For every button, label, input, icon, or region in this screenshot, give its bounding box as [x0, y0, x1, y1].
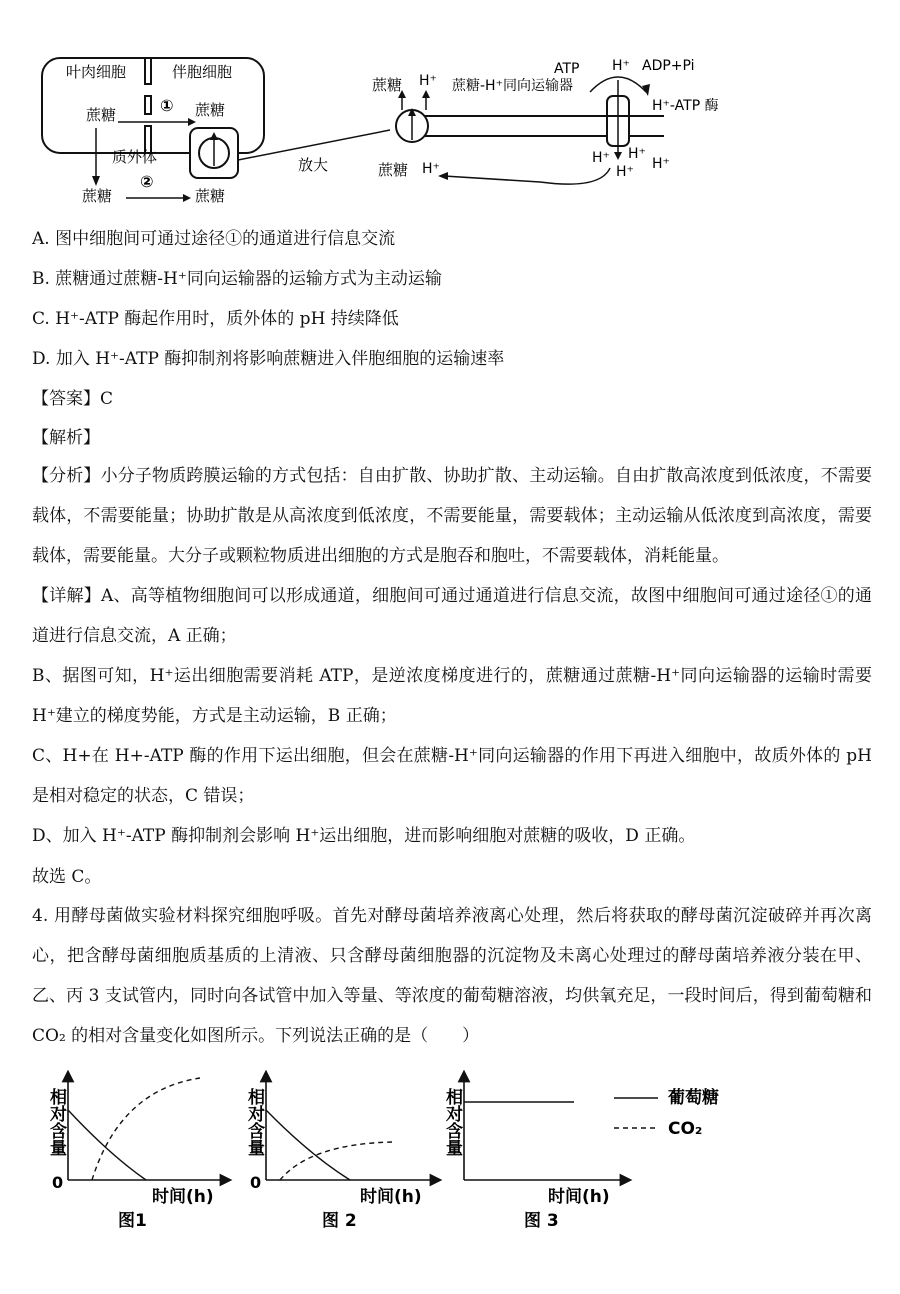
label-sucrose-lower: 蔗糖 [378, 161, 409, 179]
conclusion: 故选 C。 [32, 867, 102, 887]
label-sucrose-bottom-left: 蔗糖 [82, 187, 113, 205]
legend-glucose: 葡萄糖 [668, 1088, 719, 1108]
plasmodesma-bar [145, 58, 151, 84]
detail-a: 【详解】A、高等植物细胞间可以形成通道，细胞间可通过通道进行信息交流，故图中细胞间可通过途径①的通道进行信息交流，A 正确； [32, 586, 872, 646]
option-a: A. 图中细胞间可通过途径①的通道进行信息交流 [32, 229, 396, 249]
label-h-out-4: H⁺ [616, 164, 634, 180]
xlabel-fig2: 时间(h) [360, 1187, 422, 1207]
xlabel-fig1: 时间(h) [152, 1187, 214, 1207]
label-h-atp: H⁺ [612, 58, 630, 74]
co2-line-fig2 [280, 1142, 392, 1180]
ylabel-fig3: 相对含量 [442, 1088, 462, 1156]
label-path1: ① [160, 96, 174, 115]
label-sucrose-right: 蔗糖 [195, 101, 226, 119]
caption-fig3: 图 3 [524, 1211, 559, 1231]
label-h-out-3: H⁺ [652, 156, 670, 172]
figures [0, 1070, 900, 1260]
label-sucrose-top: 蔗糖 [372, 76, 403, 94]
label-h-lower: H⁺ [422, 161, 440, 177]
label-adp: ADP+Pi [642, 58, 695, 74]
label-h-atpase: H⁺-ATP 酶 [652, 98, 719, 114]
return-arrow [444, 168, 610, 184]
label-enlarge: 放大 [298, 156, 329, 174]
label-path2: ② [140, 172, 154, 191]
detail-b: B、据图可知，H⁺运出细胞需要消耗 ATP，是逆浓度梯度进行的，蔗糖通过蔗糖-H⁺同向运输器的运输时需要 H⁺建立的梯度势能，方式是主动运输，B 正确； [32, 666, 872, 726]
co2-line-fig1 [92, 1078, 200, 1180]
label-h-out-1: H⁺ [592, 150, 610, 166]
label-apoplast: 质外体 [112, 148, 158, 166]
origin-fig2: 0 [250, 1173, 262, 1192]
legend-co2: CO₂ [668, 1119, 703, 1139]
label-companion: 伴胞细胞 [172, 63, 233, 81]
ylabel-fig2: 相对含量 [244, 1088, 264, 1156]
xlabel-fig3: 时间(h) [548, 1187, 610, 1207]
chart-fig1 [46, 1076, 226, 1231]
glucose-line-fig2 [266, 1110, 350, 1180]
caption-fig1: 图1 [118, 1211, 147, 1231]
label-mesophyll: 叶肉细胞 [66, 63, 127, 81]
plasmodesma-bar [145, 96, 151, 114]
label-h-out-2: H⁺ [628, 146, 646, 162]
question-4-stem: 4. 用酵母菌做实验材料探究细胞呼吸。首先对酵母菌培养液离心处理，然后将获取的酵母菌沉淀破碎并再次离心，把含酵母菌细胞质基质的上清液、只含酵母菌细胞器的沉淀物及未离心处理过的酵母菌培养液分装在甲、乙、丙 3 支试管内，同时向各试管中加入等量、等浓度的葡萄糖溶液，均供氧充足，一段时间后，得到葡萄糖和 CO₂ 的相对含量变化如图所示。下列说法正确的是（ ） [32, 906, 872, 1046]
label-sucrose-bottom-right: 蔗糖 [195, 187, 226, 205]
option-c: C. H⁺-ATP 酶起作用时，质外体的 pH 持续降低 [32, 309, 399, 329]
analysis-fenxi: 【分析】小分子物质跨膜运输的方式包括：自由扩散、协助扩散、主动运输。自由扩散高浓度到低浓度，不需要载体，不需要能量；协助扩散是从高浓度到低浓度，不需要能量，需要载体；主动运输从低浓度到高浓度，需要载体，需要能量。大分子或颗粒物质进出细胞的方式是胞吞和胞吐，不需要载体，消耗能量。 [32, 466, 872, 566]
label-atp: ATP [554, 61, 580, 77]
label-cotransporter: 蔗糖-H⁺同向运输器 [452, 78, 573, 94]
option-d: D. 加入 H⁺-ATP 酶抑制剂将影响蔗糖进入伴胞细胞的运输速率 [32, 349, 505, 369]
answer: 【答案】C [32, 389, 114, 409]
chart-fig3 [442, 1076, 626, 1231]
origin-fig1: 0 [52, 1173, 64, 1192]
analysis-label: 【解析】 [32, 428, 100, 448]
ylabel-fig1: 相对含量 [46, 1088, 66, 1156]
transport-diagram [0, 40, 900, 215]
label-h-top: H⁺ [419, 73, 437, 89]
detail-c: C、H+在 H+-ATP 酶的作用下运出细胞，但会在蔗糖-H⁺同向运输器的作用下再进入细胞中，故质外体的 pH 是相对稳定的状态，C 错误； [32, 746, 872, 806]
option-b: B. 蔗糖通过蔗糖-H⁺同向运输器的运输方式为主动运输 [32, 269, 442, 289]
caption-fig2: 图 2 [322, 1211, 357, 1231]
legend [614, 1087, 719, 1139]
chart-fig2 [244, 1076, 436, 1231]
label-sucrose-left: 蔗糖 [86, 106, 117, 124]
detail-d: D、加入 H⁺-ATP 酶抑制剂会影响 H⁺运出细胞，进而影响细胞对蔗糖的吸收，D 正确。 [32, 826, 696, 846]
